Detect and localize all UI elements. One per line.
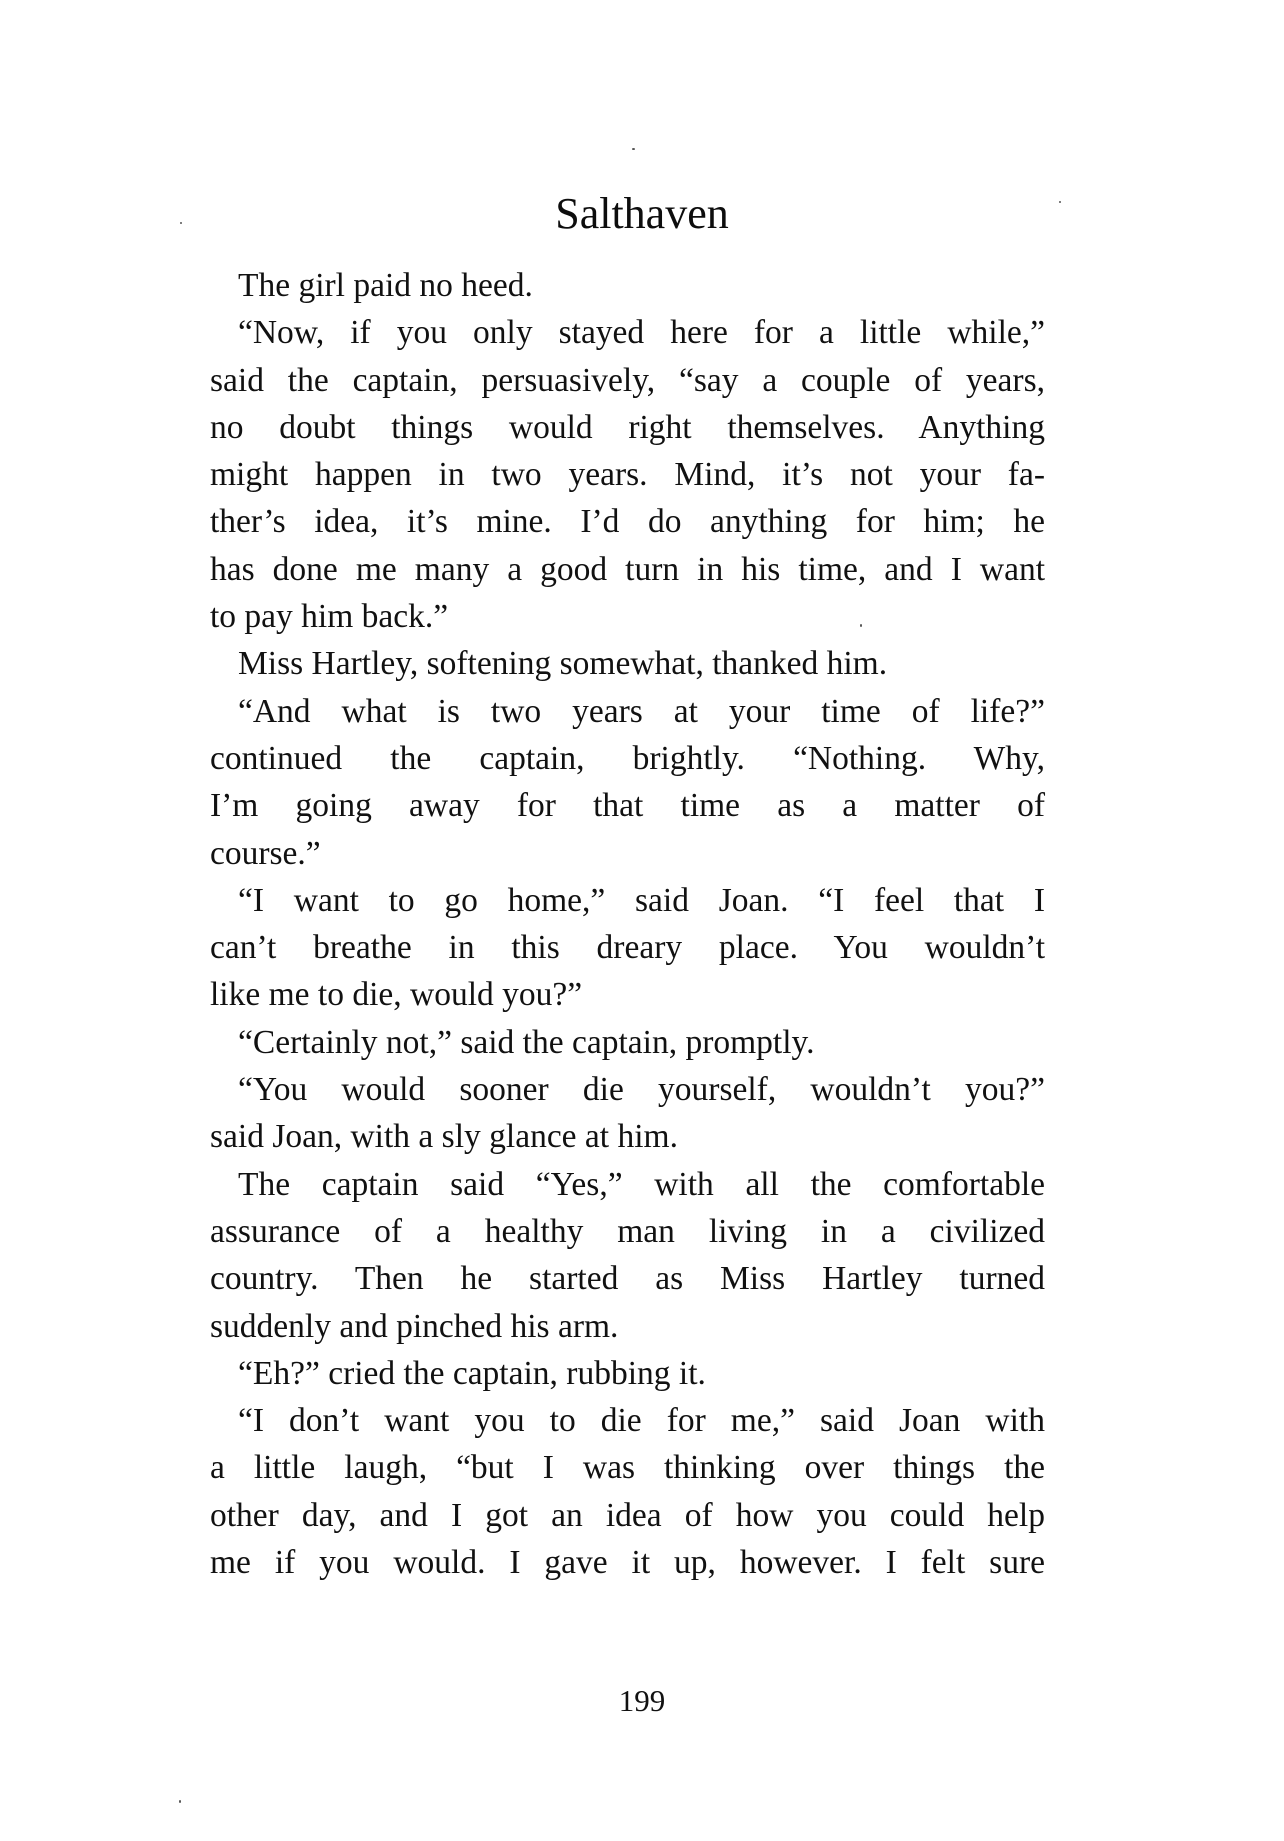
scan-speck bbox=[632, 148, 635, 150]
scan-speck bbox=[179, 1800, 181, 1803]
text-line: The girl paid no heed. bbox=[238, 267, 533, 304]
text-line: “Eh?” cried the captain, rubbing it. bbox=[238, 1354, 706, 1392]
text-line: assurance of a healthy man living in a civilized bbox=[210, 1212, 1045, 1250]
text-line: I’m going away for that time as a matter of bbox=[210, 787, 1045, 825]
text-line: country. Then he started as Miss Hartley turned bbox=[210, 1260, 1045, 1298]
page-number: 199 bbox=[618, 1683, 666, 1718]
text-line: “You would sooner die yourself, wouldn’t you?” bbox=[238, 1071, 1045, 1109]
text-line: a little laugh, “but I was thinking over things the bbox=[210, 1449, 1045, 1487]
text-line: said Joan, with a sly glance at him. bbox=[210, 1118, 678, 1156]
text-line: suddenly and pinched his arm. bbox=[210, 1307, 619, 1345]
text-line: The captain said “Yes,” with all the comfortable bbox=[238, 1165, 1045, 1203]
text-line: has done me many a good turn in his time, and I want bbox=[210, 550, 1045, 588]
scan-speck bbox=[860, 624, 862, 627]
text-line: me if you would. I gave it up, however. I felt sure bbox=[210, 1544, 1045, 1582]
text-line: ther’s idea, it’s mine. I’d do anything for him; he bbox=[210, 503, 1045, 541]
text-line: no doubt things would right themselves. Anything bbox=[210, 408, 1045, 446]
text-line: course.” bbox=[210, 834, 321, 872]
body-text bbox=[210, 262, 1045, 1586]
scan-speck bbox=[180, 222, 182, 224]
running-title: Salthaven bbox=[555, 189, 729, 238]
text-line: can’t breathe in this dreary place. You wouldn’t bbox=[210, 929, 1045, 967]
text-line: “I don’t want you to die for me,” said Joan with bbox=[238, 1402, 1045, 1440]
text-line: like me to die, would you?” bbox=[210, 976, 583, 1014]
text-line: Miss Hartley, softening somewhat, thanked him. bbox=[238, 645, 888, 683]
text-line: said the captain, persuasively, “say a couple of years, bbox=[210, 361, 1045, 399]
text-line: other day, and I got an idea of how you could help bbox=[210, 1496, 1045, 1534]
text-line: “And what is two years at your time of life?” bbox=[238, 692, 1045, 730]
text-line: “Certainly not,” said the captain, promptly. bbox=[238, 1023, 815, 1061]
text-line: “Now, if you only stayed here for a little while,” bbox=[238, 314, 1045, 352]
text-line: continued the captain, brightly. “Nothing. Why, bbox=[210, 739, 1045, 777]
text-line: “I want to go home,” said Joan. “I feel that I bbox=[238, 881, 1045, 919]
text-line: might happen in two years. Mind, it’s not your fa- bbox=[210, 456, 1045, 494]
scan-speck bbox=[1059, 201, 1061, 203]
text-line: to pay him back.” bbox=[210, 598, 449, 636]
